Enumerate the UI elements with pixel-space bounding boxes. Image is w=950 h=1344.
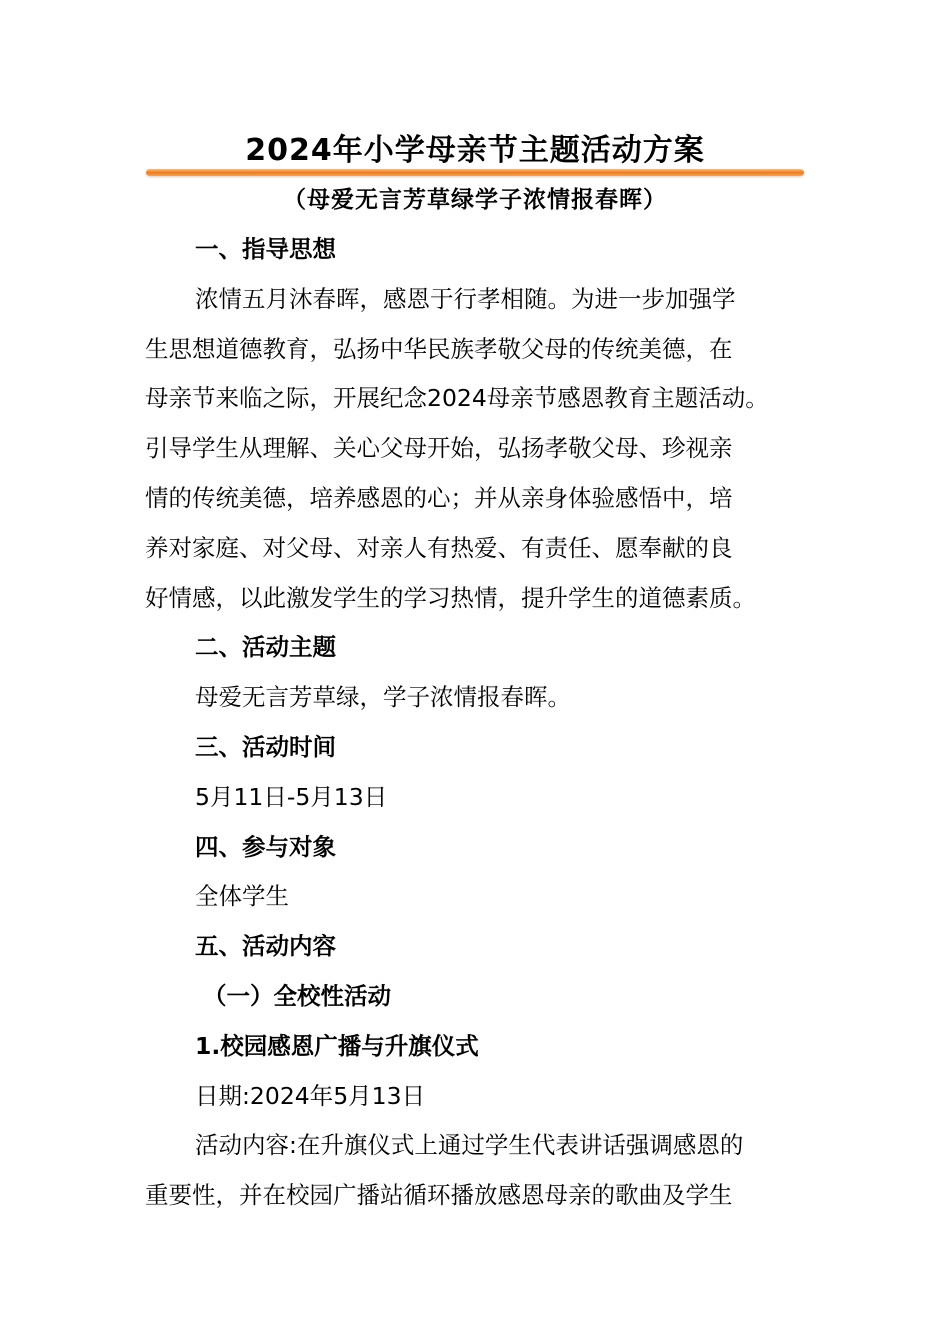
paragraph-line: 活动内容:在升旗仪式上通过学生代表讲话强调感恩的 (195, 1131, 744, 1160)
paragraph-line: 引导学生从理解、关心父母开始，弘扬孝敬父母、珍视亲 (145, 434, 733, 463)
paragraph-line: 情的传统美德，培养感恩的心；并从亲身体验感悟中，培 (145, 483, 733, 512)
item-heading-broadcast-flag-ceremony: 1.校园感恩广播与升旗仪式 (195, 1031, 479, 1060)
participants-text: 全体学生 (195, 882, 289, 911)
paragraph-line: 养对家庭、对父母、对亲人有热爱、有责任、愿奉献的良 (145, 533, 733, 562)
document-body (145, 225, 810, 1221)
title-underline-rule (146, 169, 804, 176)
paragraph-line: 好情感，以此激发学生的学习热情，提升学生的道德素质。 (145, 583, 756, 612)
document-subtitle: （母爱无言芳草绿学子浓情报春晖） (283, 187, 667, 213)
paragraph-line: 母亲节来临之际，开展纪念2024母亲节感恩教育主题活动。 (145, 384, 769, 413)
paragraph-line: 浓情五月沐春晖，感恩于行孝相随。为进一步加强学 (195, 284, 736, 313)
document-title: 2024年小学母亲节主题活动方案 (245, 133, 705, 168)
section-heading-guiding-idea: 一、指导思想 (195, 235, 336, 263)
section-heading-content: 五、活动内容 (195, 932, 336, 961)
theme-text: 母爱无言芳草绿，学子浓情报春晖。 (195, 683, 571, 712)
section-heading-theme: 二、活动主题 (195, 633, 336, 662)
section-heading-time: 三、活动时间 (195, 732, 336, 761)
paragraph-line: 重要性，并在校园广播站循环播放感恩母亲的歌曲及学生 (145, 1181, 733, 1210)
section-heading-participants: 四、参与对象 (195, 832, 336, 861)
paragraph-line: 生思想道德教育，弘扬中华民族孝敬父母的传统美德，在 (145, 334, 733, 363)
activity-date-text: 日期:2024年5月13日 (195, 1081, 426, 1110)
activity-time-text: 5月11日-5月13日 (195, 782, 388, 811)
subsection-heading-schoolwide: （一）全校性活动 (203, 981, 391, 1010)
